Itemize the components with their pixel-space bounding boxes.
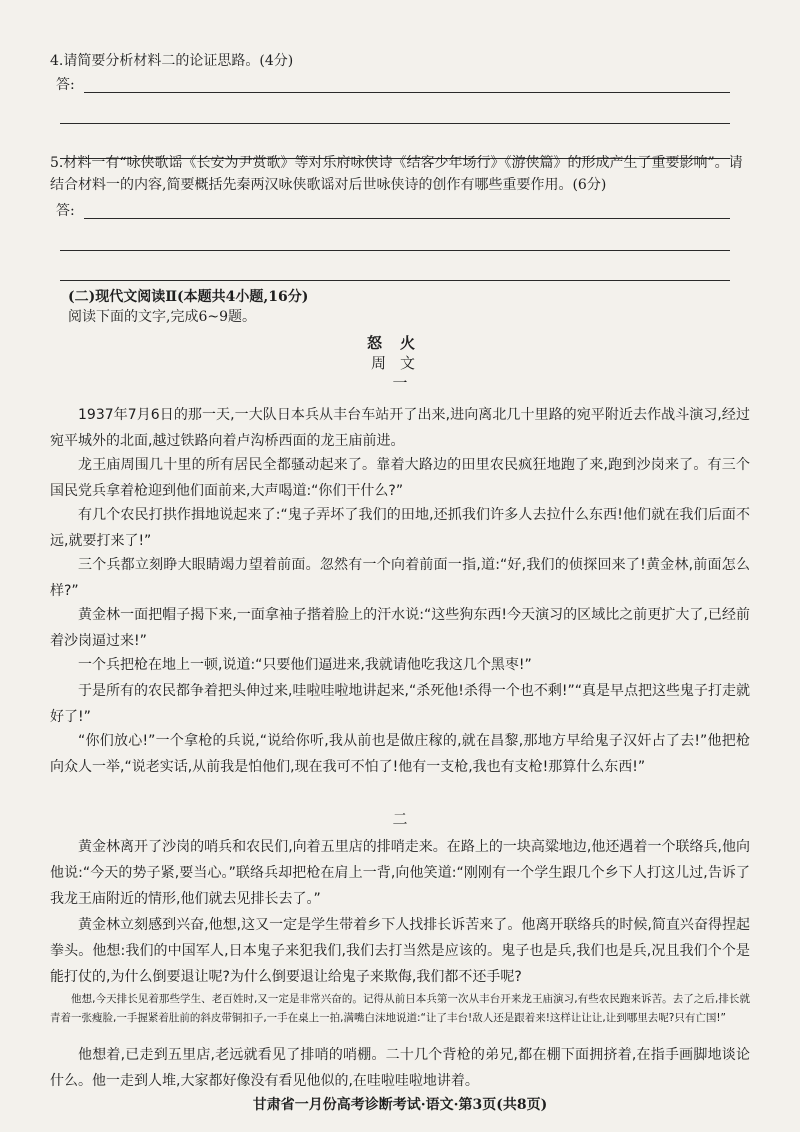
story-paragraph: 于是所有的农民都争着把头伸过来,哇啦哇啦地讲起来,“杀死他!杀得一个也不剩!”“真是早点把这些鬼子打走就好了!” [50,683,750,725]
answer-line[interactable] [84,92,730,93]
story-paragraph: 黄金林离开了沙岗的哨兵和农民们,向着五里店的排哨走来。在路上的一块高粱地边,他还遇着一个联络兵,他向他说:“今天的势子紧,要当心。”联络兵却把枪在肩上一背,向他笑道:“刚刚有一个学生跟几个乡下人打这儿过,告诉了我龙王庙附近的情形,他们就去见排长去了。” [50,839,750,907]
section-instruction: 阅读下面的文字,完成6~9题。 [68,309,256,325]
page-footer: 甘肃省一月份高考诊断考试·语文·第3页(共8页) [252,1097,548,1113]
story-title: 怒火 [366,334,433,352]
story-paragraph: 一个兵把枪在地上一顿,说道:“只要他们逼进来,我就请他吃我这几个黑枣!” [78,657,532,673]
story-author: 周文 [370,354,429,372]
answer-line[interactable] [60,280,730,281]
answer-label-5: 答: [56,203,75,219]
story-paragraph: 他想,今天排长见着那些学生、老百姓时,又一定是非常兴奋的。记得从前日本兵第一次从丰台开来龙王庙演习,有些农民跑来诉苦。去了之后,排长就青着一张瘦脸,一手握紧着肚前的斜皮带铜扣子,一手在桌上一拍,满嘴白沫地说道:“让了丰台!敌人还是跟着来!这样让让让,让到哪里去呢?只有亡国!” [50,993,750,1024]
question-5: 5.材料一有“咏侠歌谣《长安为尹赏歌》等对乐府咏侠诗《结客少年场行》《游侠篇》的形成产生了重要影响”。请结合材料一的内容,简要概括先秦两汉咏侠歌谣对后世咏侠诗的创作有哪些重要作用。(6分) [50,155,743,193]
story-paragraph: 黄金林立刻感到兴奋,他想,这又一定是学生带着乡下人找排长诉苦来了。他离开联络兵的时候,简直兴奋得捏起拳头。他想:我们的中国军人,日本鬼子来犯我们,我们去打当然是应该的。鬼子也是兵,我们也是兵,况且我们个个是能打仗的,为什么倒要退让呢?为什么倒要退让给鬼子来欺侮,我们都不还手呢? [50,917,750,985]
answer-line[interactable] [60,123,730,124]
story-paragraph: 三个兵都立刻睁大眼睛竭力望着前面。忽然有一个向着前面一指,道:“好,我们的侦探回来了!黄金林,前面怎么样?” [50,557,750,599]
section-heading: (二)现代文阅读Ⅱ(本题共4小题,16分) [68,289,309,305]
story-paragraph: 龙王庙周围几十里的所有居民全都骚动起来了。靠着大路边的田里农民疯狂地跑了来,跑到沙岗来了。有三个国民党兵拿着枪迎到他们面前来,大声喝道:“你们干什么?” [50,457,750,499]
answer-line[interactable] [84,218,730,219]
question-4: 4.请简要分析材料二的论证思路。(4分) [50,53,294,69]
answer-line[interactable] [60,250,730,251]
story-paragraph: 有几个农民打拱作揖地说起来了:“鬼子弄坏了我们的田地,还抓我们许多人去拉什么东西!他们就在我们后面不远,就要打来了!” [50,507,750,549]
story-paragraph: 黄金林一面把帽子揭下来,一面拿袖子揩着脸上的汗水说:“这些狗东西!今天演习的区域比之前更扩大了,已经前着沙岗逼过来!” [50,607,750,649]
chapter-heading-2: 二 [392,810,408,828]
story-paragraph: “你们放心!”一个拿枪的兵说,“说给你听,我从前也是做庄稼的,就在昌黎,那地方早给鬼子汉奸占了去!”他把枪向众人一举,“说老实话,从前我是怕他们,现在我可不怕了!他有一支枪,我也有支枪!那算什么东西!” [50,733,750,775]
answer-label-4: 答: [56,77,75,93]
chapter-heading-1: 一 [392,374,408,392]
story-paragraph: 1937年7月6日的那一天,一大队日本兵从丰台车站开了出来,进向离北几十里路的宛平附近去作战斗演习,经过宛平城外的北面,越过铁路向着卢沟桥西面的龙王庙前进。 [50,407,750,449]
story-paragraph: 他想着,已走到五里店,老远就看见了排哨的哨棚。二十几个背枪的弟兄,都在棚下面拥挤着,在指手画脚地谈论什么。他一走到人堆,大家都好像没有看见他似的,在哇啦哇啦地讲着。 [50,1047,750,1089]
